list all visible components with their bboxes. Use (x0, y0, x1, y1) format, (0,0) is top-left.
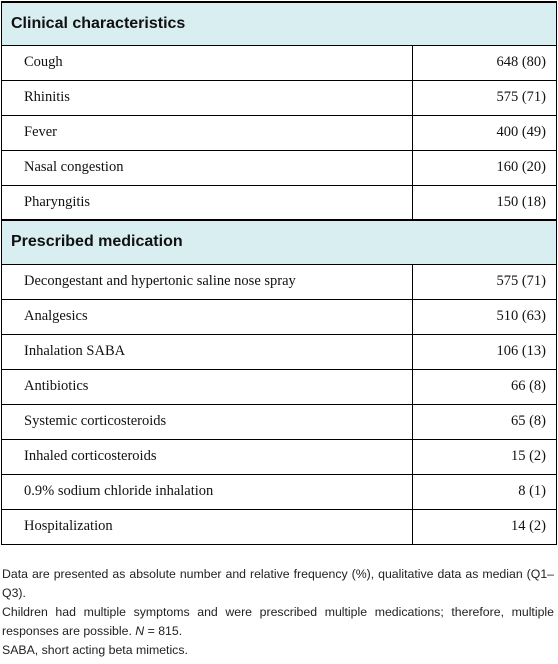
row-label: Systemic corticosteroids (2, 404, 413, 439)
row-label: Rhinitis (2, 80, 413, 115)
section-title: Clinical characteristics (2, 2, 557, 45)
table-row (2, 185, 557, 220)
sample-size-value: = 815. (144, 624, 183, 638)
row-label: Pharyngitis (2, 185, 413, 220)
row-label: Inhalation SABA (2, 334, 413, 369)
row-value: 65 (8) (413, 404, 557, 439)
row-label: Fever (2, 115, 413, 150)
table-row (2, 404, 557, 439)
row-value: 400 (49) (413, 115, 557, 150)
row-label: Cough (2, 45, 413, 80)
row-label: Analgesics (2, 299, 413, 334)
footnote-data-presentation: Data are presented as absolute number and relative frequency (%), qualitative data as median (Q1–Q3). (2, 567, 554, 600)
row-label: Decongestant and hypertonic saline nose spray (2, 264, 413, 299)
table-row (2, 474, 557, 509)
table-row (2, 509, 557, 544)
row-value: 575 (71) (413, 264, 557, 299)
row-value: 510 (63) (413, 299, 557, 334)
row-value: 648 (80) (413, 45, 557, 80)
footnote-multiple-responses (2, 603, 554, 641)
table-row (2, 299, 557, 334)
table-footnotes (2, 565, 554, 660)
row-label: Hospitalization (2, 509, 413, 544)
row-label: Antibiotics (2, 369, 413, 404)
row-value: 8 (1) (413, 474, 557, 509)
row-value: 15 (2) (413, 439, 557, 474)
table-row (2, 115, 557, 150)
table-row (2, 369, 557, 404)
row-label: Inhaled corticosteroids (2, 439, 413, 474)
row-value: 575 (71) (413, 80, 557, 115)
table-row (2, 150, 557, 185)
table-row (2, 80, 557, 115)
clinical-data-table (1, 1, 557, 545)
row-label: Nasal congestion (2, 150, 413, 185)
section-header-medication (2, 220, 557, 264)
section-title: Prescribed medication (2, 220, 557, 264)
table-row (2, 264, 557, 299)
section-header-clinical (2, 2, 557, 45)
table-row (2, 45, 557, 80)
row-label: 0.9% sodium chloride inhalation (2, 474, 413, 509)
row-value: 150 (18) (413, 185, 557, 220)
sample-size-symbol: N (135, 624, 145, 638)
row-value: 66 (8) (413, 369, 557, 404)
row-value: 106 (13) (413, 334, 557, 369)
row-value: 160 (20) (413, 150, 557, 185)
footnote-abbreviation: SABA, short acting beta mimetics. (2, 643, 188, 657)
row-value: 14 (2) (413, 509, 557, 544)
footnote-text: Children had multiple symptoms and were prescribed multiple medications; therefore, multiple responses are possible. (2, 605, 554, 638)
table-row (2, 439, 557, 474)
table-row (2, 334, 557, 369)
